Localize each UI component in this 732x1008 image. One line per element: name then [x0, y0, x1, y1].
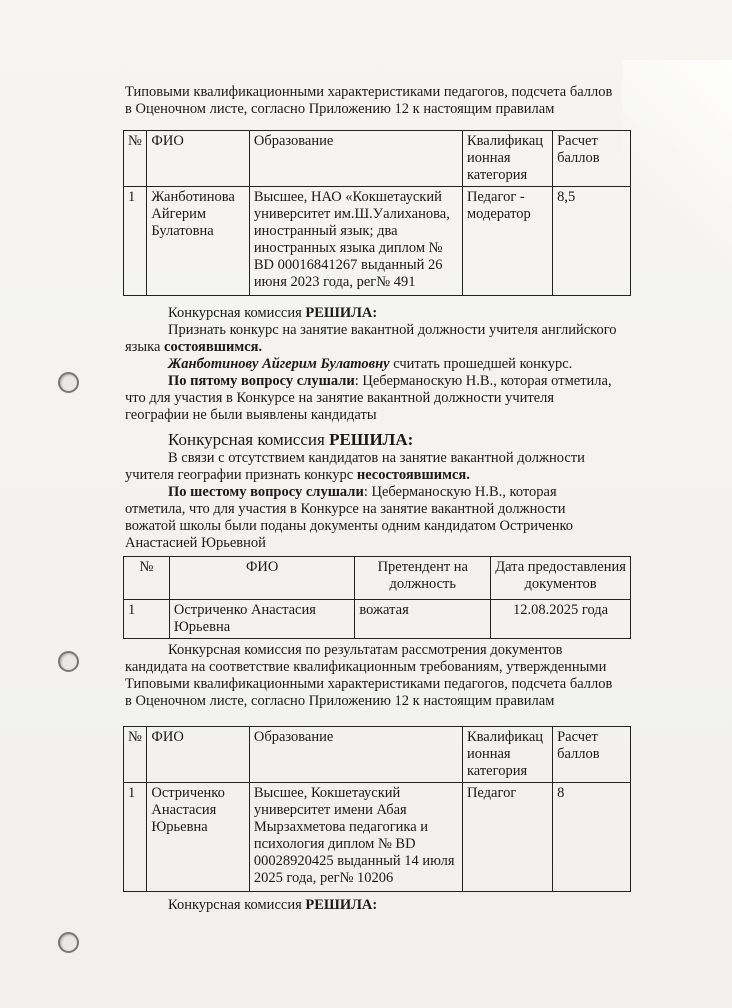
- binder-hole-middle: [58, 651, 79, 672]
- table-cell: 1: [124, 187, 147, 296]
- table-header-cell: №: [124, 557, 170, 600]
- q5-bold: По пятому вопросу слушали: [168, 373, 355, 389]
- table-header-row: [124, 727, 631, 783]
- footer-decision: [125, 897, 630, 914]
- winner-rest: считать прошедшей конкурс.: [389, 356, 573, 372]
- table-cell: Остриченко Анастасия Юрьевна: [169, 600, 355, 639]
- decision-heading: [125, 897, 630, 914]
- winner-name: Жанботинову Айгерим Булатовну: [168, 356, 390, 372]
- q5-line-1: [125, 373, 630, 390]
- table-header-row: [124, 557, 631, 600]
- table-header-cell: Дата предоставления документов: [491, 557, 631, 600]
- page-fold-highlight: [622, 60, 732, 320]
- table-header-cell: Квалификац ионная категория: [462, 131, 552, 187]
- decision-prefix: Конкурсная комиссия: [168, 305, 306, 321]
- intro-line-2: в Оценочном листе, согласно Приложению 12 к настоящим правилам: [125, 101, 555, 117]
- intro-paragraph: [125, 84, 630, 118]
- q6-line-3: вожатой школы были поданы документы одним кандидатом Остриченко: [125, 518, 574, 534]
- table-cell: Остриченко Анастасия Юрьевна: [147, 783, 249, 892]
- recognize-bold: состоявшимся.: [164, 339, 263, 355]
- table-cell: Педагог - модератор: [462, 187, 552, 296]
- table-cell: 1: [124, 600, 170, 639]
- block2-prefix: учителя географии признать конкурс: [125, 467, 357, 483]
- decision-bold: РЕШИЛА:: [305, 305, 378, 321]
- table-cell: Педагог: [462, 783, 552, 892]
- table-cell: 1: [124, 783, 147, 892]
- table-header-cell: Образование: [249, 727, 462, 783]
- binder-hole-top: [58, 372, 79, 393]
- evaluation-paragraph: [125, 642, 630, 710]
- q6-bold: По шестому вопросу слушали: [168, 484, 364, 500]
- table-cell: 12.08.2025 года: [491, 600, 631, 639]
- q6-rest: : Цеберманоскую Н.В., которая: [363, 484, 557, 500]
- eval-line-4: в Оценочном листе, согласно Приложению 12 к настоящим правилам: [125, 693, 555, 709]
- table-header-cell: ФИО: [147, 727, 249, 783]
- recognize-line-a: Признать конкурс на занятие вакантной должности учителя английского: [168, 322, 617, 338]
- block2-bold: несостоявшимся.: [356, 467, 470, 483]
- decision-heading-large: [125, 430, 630, 450]
- eval-line-1: Конкурсная комиссия по результатам рассмотрения документов: [168, 642, 563, 658]
- table-header-cell: №: [124, 727, 147, 783]
- q5-rest: : Цеберманоскую Н.В., которая отметила,: [354, 373, 612, 389]
- table-cell: Высшее, Кокшетауский университет имени Абая Мырзахметова педагогика и психология диплом № BD 00028920425 выданный 14 июля 2025 года, рег№ 10206: [249, 783, 462, 892]
- q6-line-1: [125, 484, 630, 501]
- intro-line-1: Типовыми квалификационными характеристиками педагогов, подсчета баллов: [125, 84, 613, 100]
- decision-bold: РЕШИЛА:: [305, 897, 378, 913]
- decision-block-2: [125, 430, 630, 552]
- table-row: [124, 187, 631, 296]
- table-header-cell: №: [124, 131, 147, 187]
- table-cell: 8,5: [553, 187, 631, 296]
- winner-line: [125, 356, 630, 373]
- block2-line-2: [125, 467, 630, 484]
- block2-line-1: В связи с отсутствием кандидатов на занятие вакантной должности: [168, 450, 585, 466]
- table-header-cell: Расчет баллов: [553, 131, 631, 187]
- decision-prefix: Конкурсная комиссия: [168, 897, 306, 913]
- table-cell: вожатая: [355, 600, 491, 639]
- decision-heading: [125, 305, 630, 322]
- table-header-cell: Расчет баллов: [553, 727, 631, 783]
- table-header-cell: Претендент на должность: [355, 557, 491, 600]
- eval-line-3: Типовыми квалификационными характеристиками педагогов, подсчета баллов: [125, 676, 613, 692]
- table-header-cell: Квалификац ионная категория: [462, 727, 552, 783]
- candidate-table-2: [123, 556, 631, 639]
- table-cell: 8: [553, 783, 631, 892]
- candidate-table-1: [123, 130, 631, 296]
- recognize-prefix: языка: [125, 339, 165, 355]
- table-header-row: [124, 131, 631, 187]
- table-row: [124, 783, 631, 892]
- table-cell: Жанботинова Айгерим Булатовна: [147, 187, 249, 296]
- q5-line-2: что для участия в Конкурсе на занятие вакантной должности учителя: [125, 390, 555, 406]
- q6-line-2: отметила, что для участия в Конкурсе на занятие вакантной должности: [125, 501, 566, 517]
- decision-prefix: Конкурсная комиссия: [168, 430, 330, 449]
- q6-line-4: Анастасией Юрьевной: [125, 535, 266, 551]
- q5-line-3: географии не были выявлены кандидаты: [125, 407, 377, 423]
- decision-block-1: [125, 305, 630, 424]
- candidate-table-3: [123, 726, 631, 892]
- table-row: [124, 600, 631, 639]
- decision-bold: РЕШИЛА:: [329, 430, 414, 449]
- eval-line-2: кандидата на соответствие квалификационным требованиям, утвержденными: [125, 659, 607, 675]
- table-header-cell: Образование: [249, 131, 462, 187]
- table-cell: Высшее, НАО «Кокшетауский университет им.Ш.Уалиханова, иностранный язык; два иностранных языка диплом № BD 00016841267 выданный 26 июня 2023 года, рег№ 491: [249, 187, 462, 296]
- table-header-cell: ФИО: [147, 131, 249, 187]
- recognize-line-b: [125, 339, 630, 356]
- binder-hole-bottom: [58, 932, 79, 953]
- table-header-cell: ФИО: [169, 557, 355, 600]
